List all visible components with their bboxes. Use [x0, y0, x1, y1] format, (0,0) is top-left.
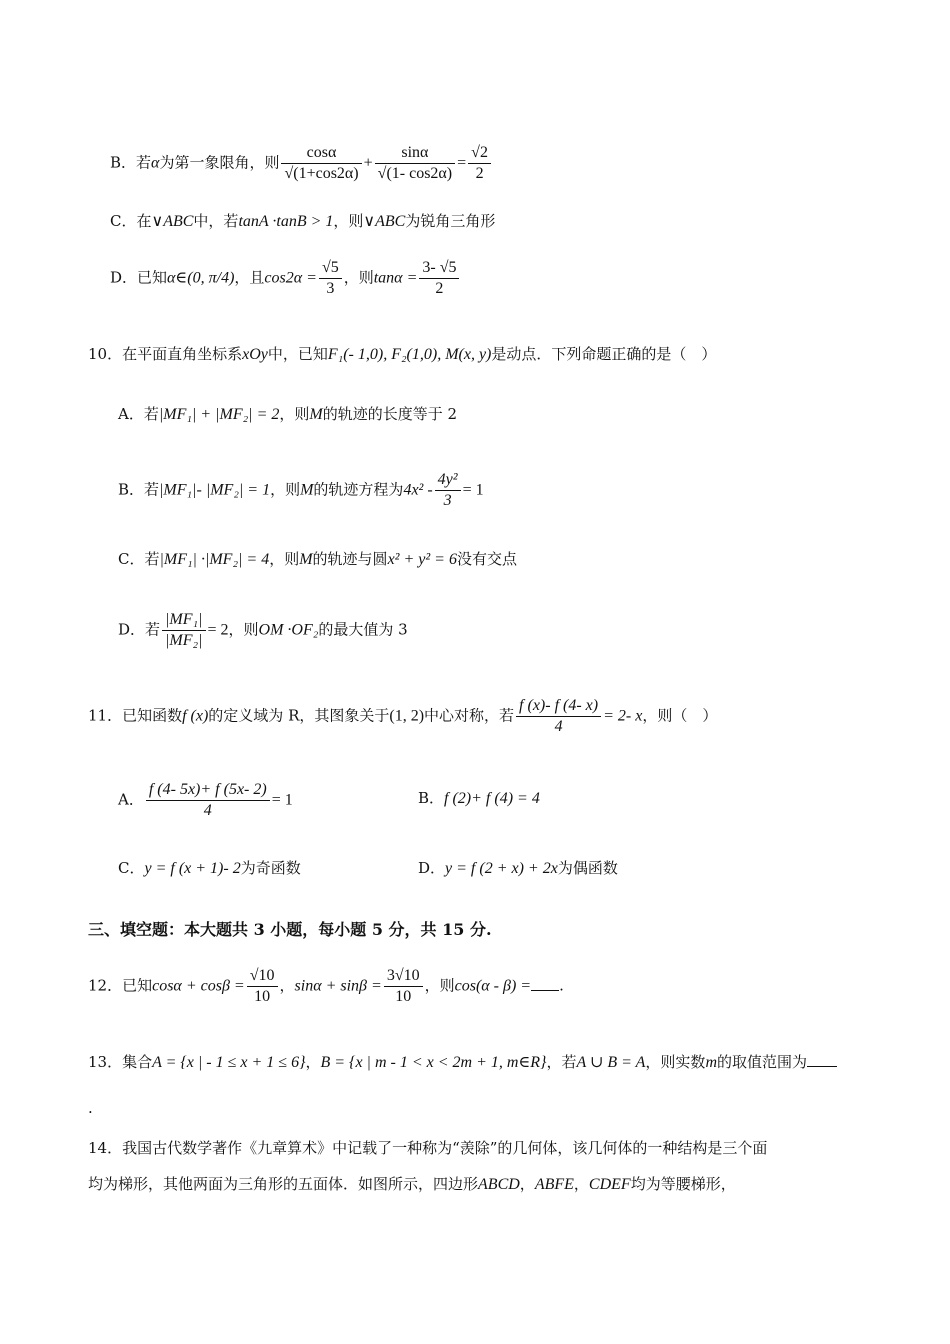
q13-set-a: A = {x | - 1 ≤ x + 1 ≤ 6} — [152, 1054, 306, 1071]
q11-d-expr: y = f (2 + x) + 2x — [445, 860, 558, 877]
q10-b-fraction: $\frac{\text{4y²}}{3}$ — [435, 470, 461, 511]
q10-option-a — [118, 404, 457, 425]
q11-d-text: 为偶函数 — [557, 859, 618, 877]
q10-points: F₁(- 1,0), F₂(1,0), M(x, y) — [327, 346, 492, 363]
q10-a-label: A．若 — [118, 405, 159, 423]
q9-d-text2: ，则 — [343, 268, 374, 287]
q10-option-b — [118, 470, 484, 511]
q14-line2b: 均为等腰梯形， — [630, 1175, 736, 1193]
q11-d-label: D． — [418, 859, 446, 877]
q11-option-b — [418, 788, 540, 809]
q14-sep2: ， — [573, 1175, 589, 1193]
q11-option-a — [118, 780, 293, 821]
q10-stem3: 是动点．下列命题正确的是（ ） — [491, 345, 717, 363]
q9-c-condition: tanA ·tanB > 1 — [238, 213, 334, 230]
q10-stem — [88, 344, 716, 365]
q13-stem3: ，则实数 — [645, 1053, 706, 1071]
q9-d-cos-fraction: $\frac{√5}{3}$ — [319, 258, 342, 299]
q10-stem2: 中，已知 — [267, 345, 328, 363]
q9-option-b — [110, 143, 493, 184]
q10-b-label: B．若 — [118, 480, 160, 499]
q14-line1: 14．我国古代数学著作《九章算术》中记载了一种称为“羡除”的几何体，该几何体的一种结构是三个面 — [88, 1139, 768, 1157]
q10-system: xOy — [242, 346, 268, 363]
q11-option-d — [418, 858, 618, 879]
q12-fraction2: $\frac{3√10}{10}$ — [384, 966, 423, 1007]
q10-d-dot: OM ·OF₂ — [258, 621, 319, 639]
q11-c-expr: y = f (x + 1)- 2 — [144, 860, 241, 877]
q9-b-equals: = — [457, 154, 467, 172]
q13-stem1: 13．集合 — [88, 1053, 153, 1071]
q9-b-fraction2: $\frac{\sin\alpha}{√(1- \cos 2\alpha)}$ — [375, 143, 455, 184]
q11-stem4: ，则（ ） — [642, 706, 718, 725]
q10-option-d — [118, 610, 408, 651]
q13-end: . — [88, 1099, 93, 1117]
q9-b-fraction1: $\frac{\cos\alpha}{√(1+\cos 2\alpha)}$ — [281, 143, 361, 184]
q10-d-eq: = 2 — [207, 621, 229, 639]
q9-c-triangle: ∨ABC — [151, 213, 194, 230]
q10-b-eq1: 4x² - — [403, 481, 433, 499]
q12-expr1: cosα + cosβ = — [152, 977, 245, 995]
q9-d-tan-fraction: $\frac{3- √5}{2}$ — [419, 258, 459, 299]
q14-line2a: 均为梯形，其他两面为三角形的五面体．如图所示，四边形 — [88, 1175, 479, 1193]
q11-b-expr: f (2)+ f (4) = 4 — [444, 790, 540, 807]
q9-b-result: $\frac{√2}{2}$ — [468, 143, 491, 184]
q11-c-label: C． — [118, 859, 145, 877]
q11-condition-fraction: $\frac{f (x)- f (4- x)}{4}$ — [516, 696, 601, 737]
q10-c-text1: ，则 — [269, 550, 300, 568]
q9-d-tan: tanα = — [373, 269, 418, 287]
q9-b-var: α — [151, 154, 160, 172]
q10-c-var: M — [299, 551, 313, 568]
q10-c-text2: 的轨迹与圆 — [312, 550, 388, 568]
q10-a-text2: 的轨迹的长度等于 2 — [322, 405, 458, 423]
q10-b-condition: |MF₁|- |MF₂| = 1 — [159, 481, 271, 499]
q10-b-text1: ，则 — [270, 480, 301, 499]
q14-abcd: ABCD — [478, 1176, 520, 1193]
q12-answer-blank[interactable] — [531, 976, 559, 991]
q9-c-text1: 中，若 — [193, 212, 239, 230]
q10-c-condition: |MF₁| ·|MF₂| = 4 — [159, 551, 270, 568]
q11-center: (1, 2) — [389, 707, 425, 725]
q13-stem2: ，若 — [546, 1053, 577, 1071]
q12-sep: ， — [279, 976, 295, 995]
q12-fraction1: $\frac{√10}{10}$ — [247, 966, 278, 1007]
q14-cdef: CDEF — [588, 1176, 631, 1193]
q10-c-label: C．若 — [118, 550, 160, 568]
q10-d-label: D．若 — [118, 620, 161, 639]
q12 — [88, 966, 564, 1007]
q9-option-c — [110, 211, 495, 232]
q11-a-eq: = 1 — [271, 791, 293, 809]
q10-b-var: M — [300, 481, 314, 499]
q13-stem4: 的取值范围为 — [717, 1053, 808, 1071]
q9-c-triangle2: ∨ABC — [363, 213, 406, 230]
q9-c-text3: 为锐角三角形 — [405, 212, 496, 230]
q12-end: . — [559, 976, 564, 995]
q13 — [88, 1052, 837, 1073]
q13-answer-blank[interactable] — [807, 1052, 837, 1067]
q12-expr2: sinα + sinβ = — [294, 977, 382, 995]
q9-c-label: C．在 — [110, 212, 152, 230]
q10-d-text1: ，则 — [228, 620, 259, 639]
q9-d-label: D．已知 — [110, 268, 168, 287]
q13-sep: ， — [305, 1053, 321, 1071]
q10-a-var: M — [309, 406, 323, 423]
q9-d-condition: α∈(0, π/4) — [167, 269, 235, 287]
q11-option-c — [118, 858, 301, 879]
q11-fx: f (x) — [182, 707, 209, 725]
q9-b-label: B．若 — [110, 153, 152, 172]
q10-b-eq2: = 1 — [462, 481, 484, 499]
q10-stem1: 10．在平面直角坐标系 — [88, 345, 243, 363]
q11-stem3: 中心对称，若 — [424, 706, 515, 725]
q9-c-text2: ，则 — [333, 212, 364, 230]
q14-sep1: ， — [519, 1175, 535, 1193]
q9-d-cos: cos2α = — [264, 269, 317, 287]
q10-d-text2: 的最大值为 3 — [318, 620, 408, 639]
section-3-heading: 三、填空题：本大题共 3 小题，每小题 5 分，共 15 分. — [88, 920, 492, 939]
q11-stem1: 11．已知函数 — [88, 706, 183, 725]
q12-ask: cos(α - β) = — [454, 977, 532, 995]
q10-d-fraction: $\frac{\text{|MF₁|}}{\text{|MF₂|}}$ — [162, 610, 205, 651]
q14-abfe: ABFE — [534, 1176, 574, 1193]
q10-c-text3: 没有交点 — [456, 550, 517, 568]
q11-b-label: B． — [418, 789, 445, 807]
q10-a-condition: |MF₁| + |MF₂| = 2 — [158, 406, 280, 423]
q12-stem1: 12．已知 — [88, 976, 153, 995]
q14-line2 — [88, 1174, 736, 1195]
q13-condition: A ∪ B = A — [576, 1054, 646, 1071]
q9-d-text1: ，且 — [234, 268, 265, 287]
q11-c-text: 为奇函数 — [240, 859, 301, 877]
q12-stem2: ，则 — [424, 976, 455, 995]
q10-a-text1: ，则 — [279, 405, 310, 423]
q11-condition-eq: = 2- x — [603, 707, 643, 725]
q11-stem — [88, 696, 717, 737]
q10-b-text2: 的轨迹方程为 — [313, 480, 404, 499]
q11-stem2: 的定义域为 R，其图象关于 — [208, 706, 390, 725]
q9-b-text: 为第一象限角，则 — [159, 153, 280, 172]
q10-c-circle: x² + y² = 6 — [387, 551, 457, 568]
q9-b-plus: + — [363, 154, 373, 172]
q11-a-fraction: $\frac{f (4- 5x)+ f (5x- 2)}{4}$ — [146, 780, 270, 821]
q13-set-b: B = {x | m - 1 < x < 2m + 1, m∈R} — [320, 1054, 547, 1071]
q9-option-d — [110, 258, 461, 299]
q13-var: m — [705, 1054, 717, 1071]
q11-a-label: A． — [118, 790, 144, 809]
q10-option-c — [118, 549, 517, 570]
